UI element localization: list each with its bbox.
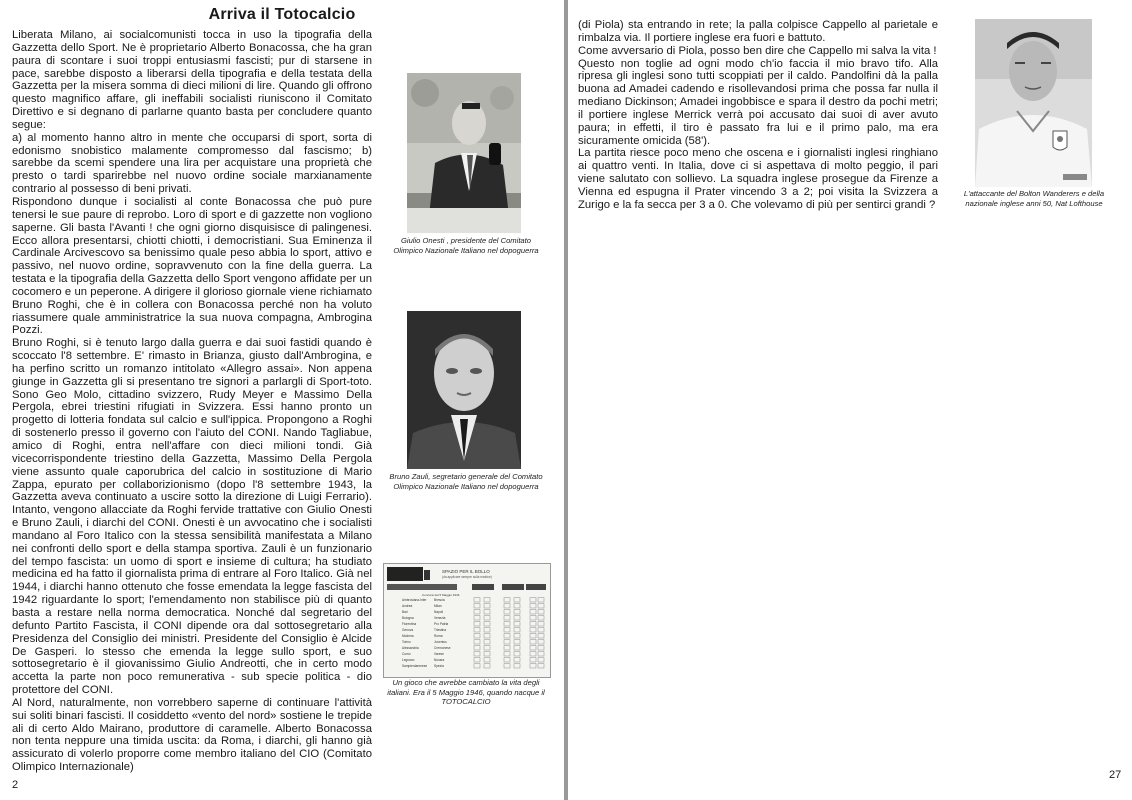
schedina-cell xyxy=(530,658,536,663)
schedina-cell xyxy=(530,604,536,609)
schedina-team-away: Pro Patria xyxy=(434,622,449,626)
schedina-cell xyxy=(484,604,490,609)
schedina-team-home: Fiorentina xyxy=(402,622,417,626)
schedina-cell xyxy=(538,658,544,663)
schedina-cell xyxy=(538,646,544,651)
schedina-cell xyxy=(530,628,536,633)
schedina-team-away: Roma xyxy=(434,634,443,638)
schedina-team-away: Juventus xyxy=(434,640,447,644)
schedina-team-home: Alessandria xyxy=(402,646,419,650)
schedina-cell xyxy=(474,658,480,663)
schedina-cell xyxy=(514,646,520,651)
schedina-cell xyxy=(514,652,520,657)
schedina-cell xyxy=(484,598,490,603)
schedina-cell xyxy=(504,658,510,663)
schedina-cell xyxy=(474,622,480,627)
schedina-cell xyxy=(504,652,510,657)
schedina-team-away: Varese xyxy=(434,652,444,656)
schedina-cell xyxy=(484,610,490,615)
schedina-cell xyxy=(538,634,544,639)
schedina-cell xyxy=(514,664,520,669)
schedina-cell xyxy=(504,598,510,603)
schedina-cell xyxy=(538,616,544,621)
schedina-cell xyxy=(530,664,536,669)
schedina-cell xyxy=(504,610,510,615)
schedina-cell xyxy=(474,616,480,621)
schedina-cell xyxy=(530,652,536,657)
schedina-cell xyxy=(504,616,510,621)
schedina-cell xyxy=(474,634,480,639)
schedina-cell xyxy=(530,646,536,651)
schedina-cell xyxy=(504,646,510,651)
schedina-cell xyxy=(514,598,520,603)
schedina-cell xyxy=(474,652,480,657)
schedina-cell xyxy=(504,640,510,645)
schedina-team-home: Genova xyxy=(402,628,414,632)
schedina-cell xyxy=(484,640,490,645)
schedina-team-away: Venezia xyxy=(434,616,446,620)
schedina-team-home: Bari xyxy=(402,610,408,614)
page-number-right: 27 xyxy=(1109,769,1122,781)
schedina-cell xyxy=(514,622,520,627)
left-body-text xyxy=(12,29,372,774)
right-body-text xyxy=(578,19,938,212)
schedina-team-away: Spezia xyxy=(434,664,444,668)
schedina-team-away: Novara xyxy=(434,658,445,662)
schedina-cell xyxy=(484,634,490,639)
photo-nat-lofthouse xyxy=(975,19,1092,187)
photo-bruno-zauli xyxy=(407,311,521,469)
schedina-cell xyxy=(530,616,536,621)
schedina-team-home: Andrea xyxy=(402,604,413,608)
photo-giulio-onesti xyxy=(407,73,521,233)
schedina-team-home: Legnano xyxy=(402,658,415,662)
caption-lofthouse: L'attaccante del Bolton Wanderers e della nazionale inglese anni 50, Nat Lofthouse xyxy=(963,189,1105,208)
schedina-cell xyxy=(530,598,536,603)
schedina-cell xyxy=(514,628,520,633)
schedina-cell xyxy=(538,664,544,669)
schedina-cell xyxy=(484,616,490,621)
right-body-paragraphs: (di Piola) sta entrando in rete; la palla colpisce Cappello al parietale e rimbalza via. Il portiere inglese era fuori e battuto. Come avversario di Piola, posso ben dire che Cappello mi salva la vita ! Questo non toglie ad ogni modo ch'io faccia il mio bravo tifo. Alla ripresa gli inglesi sono tutti scoppiati per il caldo. Pandolfini dà la palla buona ad Amadei cadendo e risollevandosi prima che possa far nulla il mediano Dickinson; Amadei ingobbisce e spara il destro da pochi metri; il portiere inglese Merrick verrà poi accusato dai suoi di aver avuto paura; in effetti, il tiro è passato fra lui e il primo palo, ma era sicuramente omicida (58'). La partita riesce poco meno che oscena e i giornalisti inglesi ringhiano ai quattro venti. In Italia, dove ci si aspettava di molto peggio, il pari viene salutato con sollievo. La squadra inglese prosegue da Firenze a Vienna ed espugna il Prater vincendo 3 a 2; poi visita la Svizzera a Zurigo e la fa secca per 3 a 0. Che volevamo di più per sentirci grandi ? xyxy=(578,19,938,211)
schedina-cell xyxy=(504,664,510,669)
caption-zauli: Bruno Zauli, segretario generale del Comitato Olimpico Nazionale Italiano nel dopoguerra xyxy=(389,472,543,491)
left-page xyxy=(0,0,564,800)
schedina-team-home: Bologna xyxy=(402,616,414,620)
schedina-cell xyxy=(514,658,520,663)
schedina-cell xyxy=(530,610,536,615)
schedina-team-away: Napoli xyxy=(434,610,444,614)
left-body-paragraphs: Liberata Milano, ai socialcomunisti tocca in uso la tipografia della Gazzetta dello Sport. Ne è proprietario Alberto Bonacossa, che ha gran paura di scontare i suoi troppi entusiasmi fascisti; pur di starsene in pace, sarebbe disposto a liberarsi della tipografia e della testata della Gazzetta per la misera somma di dieci milioni di lire. Quando gli offrono questo magnifico affare, gli ineffabili socialisti riuniscono il Comitato Direttivo e si degnano di parlarne quanto basta per concludere quanto segue: a) al momento hanno altro in mente che occuparsi di sport, sorta di edonismo snobistico malamente compromesso dal fascismo; b) sarebbe da scemi spendere una lira per acquistare una proprietà che presto o tardi sparirebbe nel nuovo ordine sociale marxianamente contrario al possesso di beni privati. Rispondono dunque i socialisti al conte Bonacossa che può pure tenersi le sue paure di reprobo. Loro di sport e di gazzette non vogliono saperne. Gli basta l'Avanti ! che ogni giorno disquisisce di palingenesi. Ecco allora presentarsi, chiotti chiotti, i democristiani. Sua Eminenza il Cardinale Arcivescovo sa benissimo quale peso abbia lo sport, attivo e passivo, nel nuovo ordine, sopravvenuto con la fine della guerra. La testata e la tipografia della Gazzetta dello Sport vengono affidate per un cocomero e un peperone. A dirigere il glorioso giornale viene richiamato Bruno Roghi, che è in collera con Bonacossa perché non ha voluto riassumere quale amministratrice la sua nuova compagna, Ambrogina Pozzi. Bruno Roghi, si è tenuto largo dalla guerra e dai suoi fastidi quando è scoccato l'8 settembre. E' rimasto in Brianza, giusto dall'Ambrogina, e ha perfino scritto un romanzo intitolato «Allegro assai». Non appena giunge in Gazzetta gli si presentano tre signori a parlargli di Sport-toto. Sono Geo Molo, cittadino svizzero, Rudy Meyer e Massimo Della Pergola, ebrei triestini rifugiati in Svizzera. Essi hanno pronto un progetto di lotteria fondata sul calcio e sull'ippica. Propongono a Roghi di sostenerlo presso il governo con l'aiuto del CONI. Nando Tagliabue, amico di Roghi, entra nell'affare con dieci milioni tondi. Già vicecorrispondente triestino della Gazzetta, Massimo Della Pergola viene assunto quale caporubrica del calcio in sostituzione di Mario Zappa, epurato per collaborizionismo (dopo l'8 settembre 1943, la Gazzetta aveva continuato a uscire sotto la direzione di Luigi Ferrario). Intanto, vengono allacciate da Roghi fervide trattative con Giulio Onesti e Bruno Zauli, i diarchi del CONI. Onesti è un avvocatino che i socialisti mandano al Foro Italico con la stessa sensibilità manifestata a Milano nei confronti dello sport e della stampa sportiva. Zauli è un funzionario del tempo fascista: un uomo di sport e insieme di cultura; ha studiato medicina ed ha fatto il giornalista prima di entrare al Foro Italico. Già nel 1944, i diarchi hanno ottenuto che fosse emendata la legge fascista del 1942 riguardante lo sport; l'emendamento non stabilisce più di quanto basta a restare nella norma democratica. Nonché dal segretario del defunto Partito Fascista, il CONI dipende ora dal sottosegretario alla Presidenza del Consiglio dei ministri. Presidente del Consiglio è Alcide De Gasperi. lo stesso che emenda la legge sullo sport, e suo sottosegretario è il giovanissimo Giulio Andreotti, che in certo modo accetta la parte non poco remunerativa - sub specie politica - dio protettore del CONI. Al Nord, naturalmente, non vorrebbero saperne di continuare l'attività sui soliti binari fascisti. Il cosiddetto «vento del nord» sostiene le trepide ali di certo Aldo Mairano, produttore di caramelle. Alberto Bonacossa non tenta neppure una timida uscita: da Roma, i diarchi, gli hanno già assicurato di volerlo proporre come membro italiano del CIO (Comitato Olimpico Internazionale) xyxy=(12,29,372,774)
schedina-team-home: Como xyxy=(402,652,411,656)
schedina-header: SPAZIO PER IL BOLLO xyxy=(442,569,490,574)
schedina-cell xyxy=(538,598,544,603)
schedina-cell xyxy=(484,658,490,663)
schedina-cell xyxy=(484,628,490,633)
schedina-cell xyxy=(484,652,490,657)
schedina-cell xyxy=(504,634,510,639)
schedina-cell xyxy=(504,604,510,609)
schedina-team-home: Torino xyxy=(402,640,411,644)
schedina-cell xyxy=(514,610,520,615)
caption-schedina: Un gioco che avrebbe cambiato la vita degli italiani. Era il 5 Maggio 1946, quando nacque il TOTOCALCIO xyxy=(387,678,545,706)
schedina-cell xyxy=(504,628,510,633)
schedina-team-home: Modena xyxy=(402,634,414,638)
schedina-cell xyxy=(474,646,480,651)
schedina-cell xyxy=(504,622,510,627)
schedina-cell xyxy=(514,640,520,645)
schedina-cell xyxy=(514,604,520,609)
schedina-cell xyxy=(538,652,544,657)
schedina-cell xyxy=(484,664,490,669)
schedina-cell xyxy=(514,616,520,621)
schedina-cell xyxy=(474,604,480,609)
schedina-team-away: Triestina xyxy=(434,628,447,632)
schedina-cell xyxy=(474,664,480,669)
schedina-cell xyxy=(484,622,490,627)
schedina-cell xyxy=(538,640,544,645)
schedina-cell xyxy=(474,610,480,615)
article-title: Arriva il Totocalcio xyxy=(208,6,356,23)
totocalcio-schedina-image xyxy=(383,563,551,678)
schedina-cell xyxy=(538,610,544,615)
schedina-cell xyxy=(514,634,520,639)
schedina-cell xyxy=(474,640,480,645)
right-page xyxy=(568,0,1132,800)
schedina-cell xyxy=(530,640,536,645)
schedina-cell xyxy=(474,598,480,603)
schedina-team-away: Brescia xyxy=(434,598,445,602)
caption-onesti: Giulio Onesti , presidente del Comitato Olimpico Nazionale Italiano nel dopoguerra xyxy=(393,236,539,255)
schedina-team-away: Milan xyxy=(434,604,442,608)
schedina-team-home: Sampierdarenese xyxy=(402,664,428,668)
schedina-cell xyxy=(484,646,490,651)
schedina-subheader: (da applicare sempre sulla matrice) xyxy=(442,575,492,579)
schedina-cell xyxy=(538,628,544,633)
schedina-cell xyxy=(530,634,536,639)
schedina-cell xyxy=(538,604,544,609)
schedina-date: Concorsi del 5 Maggio 1946 xyxy=(422,593,460,597)
page-number-left: 2 xyxy=(12,779,19,791)
schedina-cell xyxy=(474,628,480,633)
schedina-team-home: Ambrosiana-Inter xyxy=(402,598,427,602)
schedina-team-away: Cremonese xyxy=(434,646,451,650)
schedina-cell xyxy=(538,622,544,627)
schedina-cell xyxy=(530,622,536,627)
